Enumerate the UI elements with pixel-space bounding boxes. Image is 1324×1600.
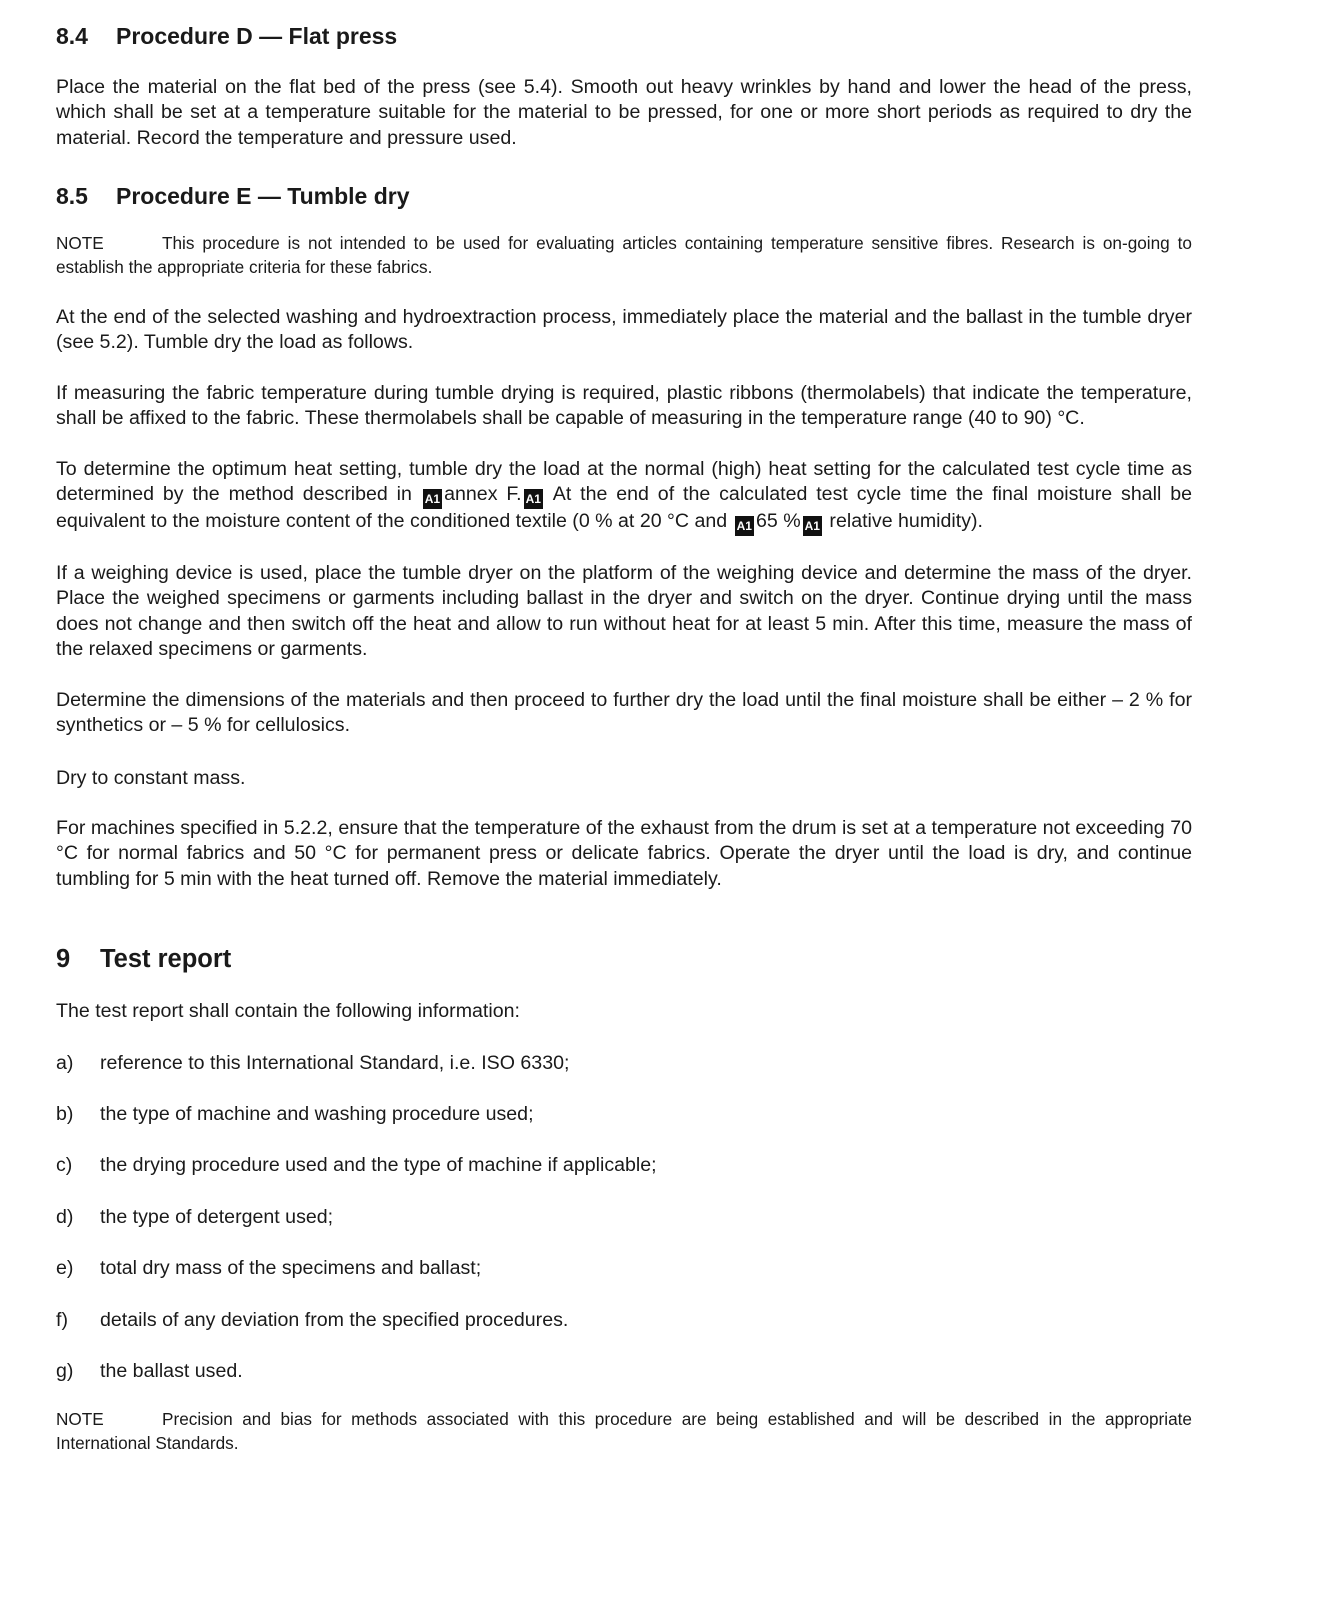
- note-label: NOTE: [56, 1409, 104, 1430]
- list-item-text: the ballast used.: [100, 1359, 243, 1382]
- section-8-4-heading: [56, 22, 1192, 50]
- report-items-list: [56, 1051, 1192, 1385]
- paragraph: The test report shall contain the following information:: [56, 1000, 520, 1023]
- list-item: [56, 1359, 1192, 1384]
- list-item-label: d): [56, 1205, 74, 1228]
- list-item-label: g): [56, 1359, 74, 1382]
- paragraph: Place the material on the flat bed of the press (see 5.4). Smooth out heavy wrinkles by hand and lower the head of the press, which shall be set at a temperature suitable for the material to be pressed, for one or more short periods as required to dry the material. Record the temperature and pressure used.: [56, 76, 1192, 149]
- text-run: At the end of the calculated test cycle time the final moisture shall be equivalent to the moisture content of the conditioned textile (0 % at 20 °C and: [56, 483, 1192, 533]
- amendment-end-icon: A1: [524, 489, 543, 509]
- note-label: NOTE: [56, 233, 104, 254]
- list-item-text: total dry mass of the specimens and ballast;: [100, 1257, 482, 1280]
- paragraph: For machines specified in 5.2.2, ensure that the temperature of the exhaust from the drum is set at a temperature not exceeding 70 °C for normal fabrics and 50 °C for permanent press or delicate fabrics. Operate the dryer until the load is dry, and continue tumbling for 5 min with the heat turned off. Remove the material immediately.: [56, 816, 1192, 890]
- list-item-text: reference to this International Standard, i.e. ISO 6330;: [100, 1051, 570, 1074]
- list-item-label: a): [56, 1051, 74, 1074]
- section-title: Procedure D — Flat press: [116, 23, 398, 49]
- list-item-text: the type of machine and washing procedure used;: [100, 1102, 534, 1125]
- paragraph: If measuring the fabric temperature during tumble drying is required, plastic ribbons (thermolabels) that indicate the temperature, shall be affixed to the fabric. These thermolabels shall be capable of measuring in the temperature range (40 to 90) °C.: [56, 381, 1192, 430]
- list-item-text: details of any deviation from the specified procedures.: [100, 1308, 569, 1331]
- list-item-label: f): [56, 1308, 68, 1331]
- paragraph: Dry to constant mass.: [56, 766, 246, 789]
- list-item-label: c): [56, 1154, 73, 1177]
- amendment-start-icon: A1: [423, 489, 442, 509]
- paragraph: [56, 457, 1192, 536]
- note: [56, 232, 1192, 279]
- section-8-5-heading: [56, 182, 1192, 210]
- list-item-text: the type of detergent used;: [100, 1205, 334, 1228]
- note-text: This procedure is not intended to be used for evaluating articles containing temperature sensitive fibres. Research is on-going to establish the appropriate criteria for these fabrics.: [56, 233, 1192, 277]
- list-item: [56, 1153, 1192, 1178]
- section-title: Procedure E — Tumble dry: [116, 183, 410, 210]
- amendment-end-icon: A1: [803, 516, 822, 536]
- note-text: Precision and bias for methods associated with this procedure are being established and will be described in the appropriate International Standards.: [56, 1409, 1192, 1453]
- document-page: [56, 20, 1192, 1455]
- section-number: 9: [56, 945, 71, 974]
- list-item: [56, 1205, 1192, 1230]
- list-item-label: b): [56, 1102, 74, 1125]
- section-number: 8.5: [56, 183, 88, 210]
- list-item-text: the drying procedure used and the type of machine if applicable;: [100, 1154, 657, 1177]
- amendment-start-icon: A1: [735, 516, 754, 536]
- section-9-heading: [56, 944, 1192, 974]
- paragraph: Determine the dimensions of the materials and then proceed to further dry the load until the final moisture shall be either – 2 % for synthetics or – 5 % for cellulosics.: [56, 688, 1192, 737]
- section-number: 8.4: [56, 23, 88, 49]
- list-item-label: e): [56, 1257, 74, 1280]
- list-item: [56, 1256, 1192, 1281]
- note: [56, 1408, 1192, 1455]
- list-item: [56, 1308, 1192, 1333]
- paragraph: At the end of the selected washing and hydroextraction process, immediately place the material and the ballast in the tumble dryer (see 5.2). Tumble dry the load as follows.: [56, 306, 1192, 354]
- list-item: [56, 1051, 1192, 1076]
- text-run: 65 %: [755, 510, 801, 533]
- text-run: relative humidity).: [823, 510, 983, 533]
- text-run: annex F.: [444, 483, 522, 506]
- list-item: [56, 1102, 1192, 1127]
- text-run: To determine the optimum heat setting, tumble dry the load at the normal (high) heat setting for the calculated test cycle time as determined by the method described in: [56, 457, 1192, 506]
- paragraph: If a weighing device is used, place the tumble dryer on the platform of the weighing device and determine the mass of the dryer. Place the weighed specimens or garments including ballast in the dryer and switch on the dryer. Continue drying until the mass does not change and then switch off the heat and allow to run without heat for at least 5 min. After this time, measure the mass of the relaxed specimens or garments.: [56, 562, 1192, 661]
- section-title: Test report: [100, 945, 232, 974]
